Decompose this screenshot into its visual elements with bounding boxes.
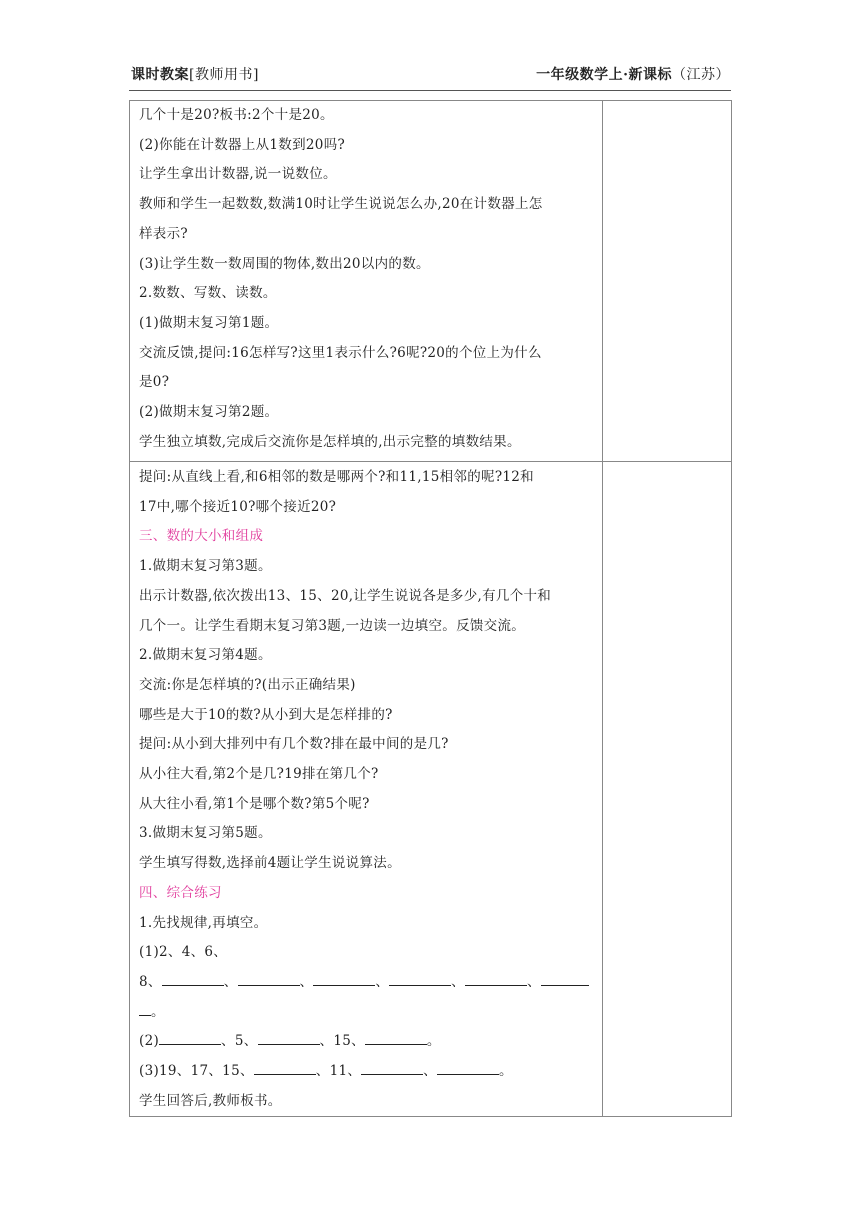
fill-blank [254, 1060, 316, 1075]
exercise-part-1-blanks: 8、 、 、 、 、 、 [139, 968, 602, 998]
header-left-tag: [教师用书] [189, 67, 259, 83]
text-line: 提问:从直线上看,和6相邻的数是哪两个?和11,15相邻的呢?12和 [139, 469, 534, 485]
section-heading: 四、综合练习 [139, 884, 222, 901]
text-line: 2.做期末复习第4题。 [139, 647, 272, 664]
fill-blank [139, 1001, 151, 1016]
text-line: 从大往小看,第1个是哪个数?第5个呢? [139, 795, 370, 812]
exercise-title: 1.先找规律,再填空。 [139, 914, 268, 931]
header-right [536, 64, 730, 84]
text-line: 几个一。让学生看期末复习第3题,一边读一边填空。反馈交流。 [139, 617, 526, 634]
fill-blank [389, 971, 451, 986]
text-line: 17中,哪个接近10?哪个接近20? [139, 498, 337, 515]
section-heading: 三、数的大小和组成 [139, 528, 264, 545]
table-row [130, 462, 732, 1117]
text-line: (2)你能在计数器上从1数到20吗? [139, 136, 346, 153]
fill-blank [541, 971, 589, 986]
lesson-plan-table [129, 100, 732, 1117]
text-line: 样表示? [139, 225, 188, 242]
fill-blank [159, 1030, 221, 1045]
fill-blank [238, 971, 300, 986]
text-line: 2.数数、写数、读数。 [139, 285, 277, 302]
text-line: (2)做期末复习第2题。 [139, 404, 279, 421]
notes-cell [603, 101, 732, 462]
text-line: 出示计数器,依次拨出13、15、20,让学生说说各是多少,有几个十和 [139, 587, 552, 604]
text-line: 哪些是大于10的数?从小到大是怎样排的? [139, 706, 393, 723]
text-line: 学生填写得数,选择前4题让学生说说算法。 [139, 855, 401, 872]
text-line: 交流反馈,提问:16怎样写?这里1表示什么?6呢?20的个位上为什么 [139, 344, 542, 361]
header-right-region: （江苏） [672, 67, 730, 83]
exercise-part-3: (3)19、17、15、 、11、 、 。 [139, 1057, 602, 1087]
text-line: 教师和学生一起数数,数满10时让学生说说怎么办,20在计数器上怎 [139, 196, 543, 213]
exercise-part-1-end: 。 [139, 998, 602, 1028]
fill-blank [365, 1030, 427, 1045]
fill-blank [361, 1060, 423, 1075]
text-line: 提问:从小到大排列中有几个数?排在最中间的是几? [139, 736, 449, 753]
text-line: 是0? [139, 374, 170, 391]
fill-blank [465, 971, 527, 986]
notes-cell [603, 462, 732, 1117]
text-line: 学生独立填数,完成后交流你是怎样填的,出示完整的填数结果。 [139, 433, 521, 450]
text-line: 3.做期末复习第5题。 [139, 825, 272, 842]
text-line: 让学生拿出计数器,说一说数位。 [139, 166, 337, 183]
text-line: (1)做期末复习第1题。 [139, 314, 279, 331]
text-line: 从小往大看,第2个是几?19排在第几个? [139, 766, 379, 783]
text-line: 交流:你是怎样填的?(出示正确结果) [139, 676, 356, 693]
header-divider [129, 90, 731, 91]
page-header [131, 64, 730, 86]
exercise-part-1: (1)2、4、6、 [139, 944, 228, 961]
fill-blank [313, 971, 375, 986]
text-line: (3)让学生数一数周围的物体,数出20以内的数。 [139, 255, 430, 272]
text-line: 1.做期末复习第3题。 [139, 558, 272, 575]
header-left-title: 课时教案 [131, 67, 189, 83]
header-right-title: 一年级数学上·新课标 [536, 67, 672, 83]
fill-blank [162, 971, 224, 986]
main-cell [130, 101, 603, 462]
text-line: 学生回答后,教师板书。 [139, 1092, 282, 1109]
header-left [131, 64, 259, 84]
text-line: 几个十是20?板书:2个十是20。 [139, 107, 334, 123]
table-row [130, 101, 732, 462]
main-cell [130, 462, 603, 1117]
fill-blank [437, 1060, 499, 1075]
fill-blank [258, 1030, 320, 1045]
exercise-part-2: (2) 、5、 、15、 。 [139, 1027, 602, 1057]
